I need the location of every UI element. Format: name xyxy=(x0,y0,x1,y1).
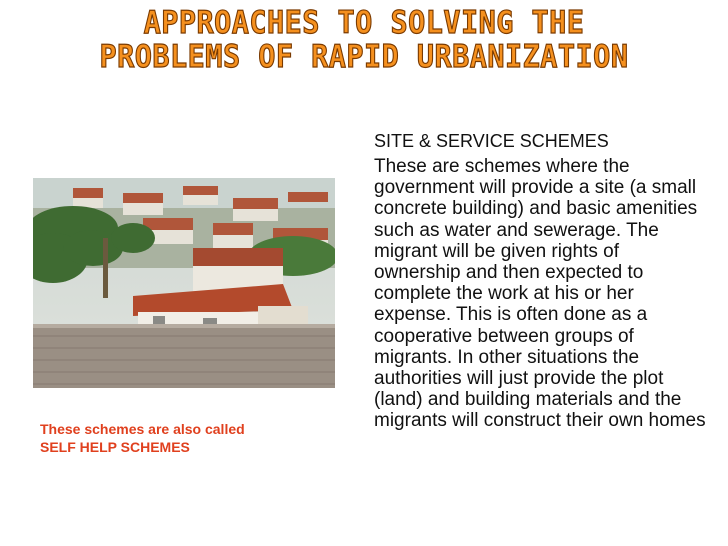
caption-line-2: SELF HELP SCHEMES xyxy=(40,439,190,455)
slide-title-line-2: PROBLEMS OF RAPID URBANIZATION xyxy=(99,39,629,75)
slide-title xyxy=(29,6,699,74)
town-houses-photo xyxy=(33,178,335,388)
section-heading: SITE & SERVICE SCHEMES xyxy=(374,131,609,151)
description-row xyxy=(354,156,710,432)
photo-caption xyxy=(40,420,330,456)
section-heading-row xyxy=(354,130,710,152)
slide-title-line-1: APPROACHES TO SOLVING THE xyxy=(143,5,585,41)
caption-line-1: These schemes are also called xyxy=(40,421,245,437)
content-area xyxy=(354,130,710,432)
description-paragraph: These are schemes where the government will provide a site (a small concrete building) and basic amenities such as water and sewerage. The migrant will be given rights of ownership and then expected to complete the work at his or her expense. This is often done as a cooperative between groups of migrants. In other situations the authorities will just provide the plot (land) and building materials and the migrants will construct their own homes xyxy=(374,156,706,432)
